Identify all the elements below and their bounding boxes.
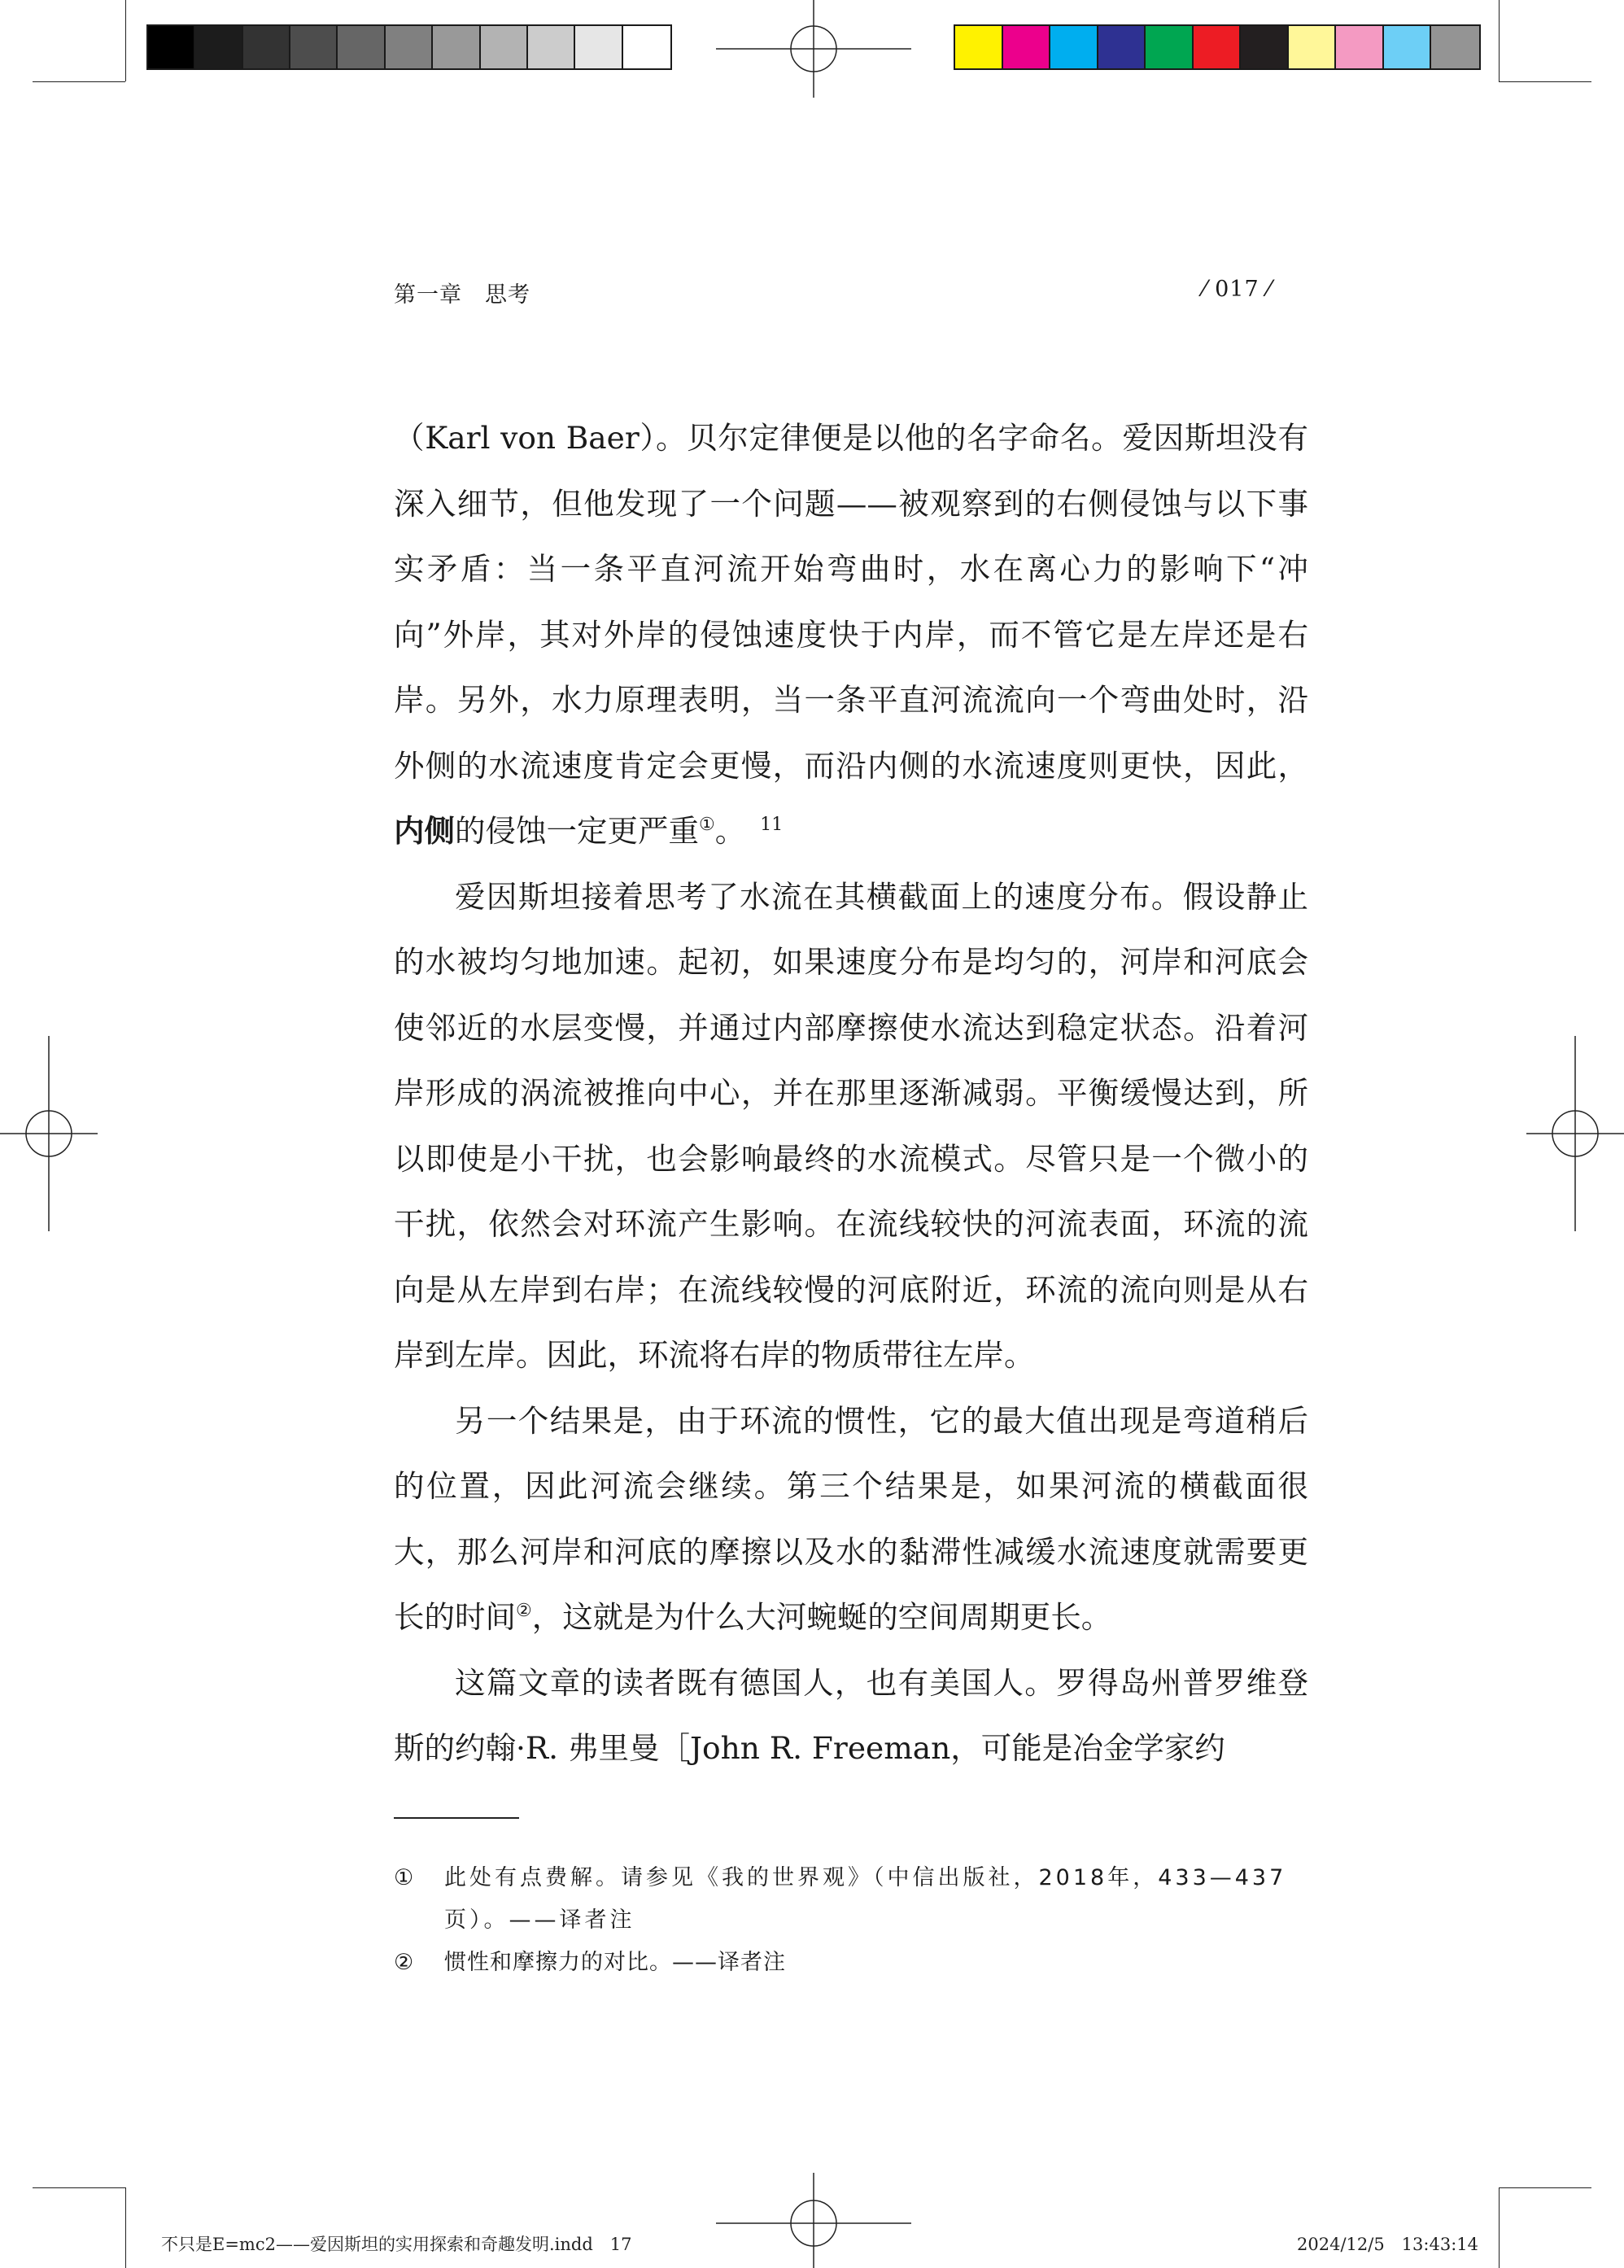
color-swatch [1050,26,1098,68]
footnote-marker[interactable]: ② [516,1601,532,1621]
registration-mark-right [1526,1036,1624,1231]
color-swatch [1146,26,1194,68]
crop-mark [33,2187,125,2188]
color-swatch [1289,26,1337,68]
footnote-mark: ② [394,1950,414,1975]
paragraph: （Karl von Baer）。贝尔定律便是以他的名字命名。爱因斯坦没有深入细节，但他发现了一个问题——被观察到的右侧侵蚀与以下事实矛盾：当一条平直河流开始弯曲时，水在离心力的影响下“冲向”外岸，其对外岸的侵蚀速度快于内岸，而不管它是左岸还是右岸。另外，水力原理表明，当一条平直河流流向一个弯曲处时，沿外侧的水流速度肯定会更慢，而沿内侧的水流速度则更快，因此，内侧的侵蚀一定更严重①。 $^{11}$ [394,420,1308,849]
color-swatch [148,26,195,68]
color-swatch [243,26,290,68]
paragraph: 这篇文章的读者既有德国人，也有美国人。罗得岛州普罗维登斯的约翰·R. 弗里曼［John R. Freeman，可能是冶金学家约 [394,1664,1308,1766]
footnote [394,1942,1308,1984]
color-swatch [955,26,1003,68]
color-swatch [338,26,385,68]
crop-mark [1499,0,1500,81]
footnotes [394,1857,1308,1984]
paragraph: 另一个结果是，由于环流的惯性，它的最大值出现是弯道稍后的位置，因此河流会继续。第三个结果是，如果河流的横截面很大，那么河岸和河底的摩擦以及水的黏滞性减缓水流速度就需要更长的时间②，这就是为什么大河蜿蜒的空间周期更长。 [394,1402,1308,1635]
color-swatch [1384,26,1432,68]
color-swatch [575,26,622,68]
slug-datetime: 2024/12/5 13:43:14 [1297,2235,1478,2254]
registration-mark-top [716,0,911,98]
running-header-chapter: 第一章 思考 [394,282,530,308]
footnote-text: 惯性和摩擦力的对比。——译者注 [444,1950,786,1975]
color-swatch [290,26,338,68]
grayscale-bar [146,24,672,70]
footnote [394,1857,1308,1942]
crop-mark [1499,2187,1591,2188]
color-swatch [433,26,480,68]
page-number: ⁄ 017 ⁄ [1203,277,1272,302]
emphasis: 内侧 [394,813,455,849]
endnote-reference[interactable]: 11 [760,815,784,835]
color-bar [954,24,1481,70]
registration-mark-bottom [716,2173,911,2268]
footnote-separator [394,1817,519,1819]
paragraph: 爱因斯坦接着思考了水流在其横截面上的速度分布。假设静止的水被均匀地加速。起初，如果速度分布是均匀的，河岸和河底会使邻近的水层变慢，并通过内部摩擦使水流达到稳定状态。沿着河岸形成的涡流被推向中心，并在那里逐渐减弱。平衡缓慢达到，所以即使是小干扰，也会影响最终的水流模式。尽管只是一个微小的干扰，依然会对环流产生影响。在流线较快的河流表面，环流的流向是从左岸到右岸；在流线较慢的河底附近，环流的流向则是从右岸到左岸。因此，环流将右岸的物质带往左岸。 [394,878,1308,1373]
registration-mark-left [0,1036,98,1231]
body-text [394,405,1308,1781]
color-swatch [1003,26,1051,68]
footnote-marker[interactable]: ① [699,815,715,835]
slug-filename: 不只是E=mc2——爱因斯坦的实用探索和奇趣发明.indd 17 [161,2235,632,2254]
color-swatch [1194,26,1242,68]
color-swatch [386,26,433,68]
crop-mark [1499,81,1591,82]
color-swatch [195,26,242,68]
crop-mark [125,2187,126,2268]
color-swatch [1098,26,1146,68]
crop-mark [33,81,125,82]
color-swatch [481,26,528,68]
color-swatch [1336,26,1384,68]
footnote-text: 此处有点费解。请参见《我的世界观》（中信出版社，2018年，433—437页）。——译者注 [444,1865,1287,1933]
crop-mark [1499,2187,1500,2268]
crop-mark [125,0,126,81]
color-swatch [1431,26,1479,68]
color-swatch [1241,26,1289,68]
footnote-mark: ① [394,1865,414,1890]
color-swatch [623,26,670,68]
color-swatch [528,26,575,68]
